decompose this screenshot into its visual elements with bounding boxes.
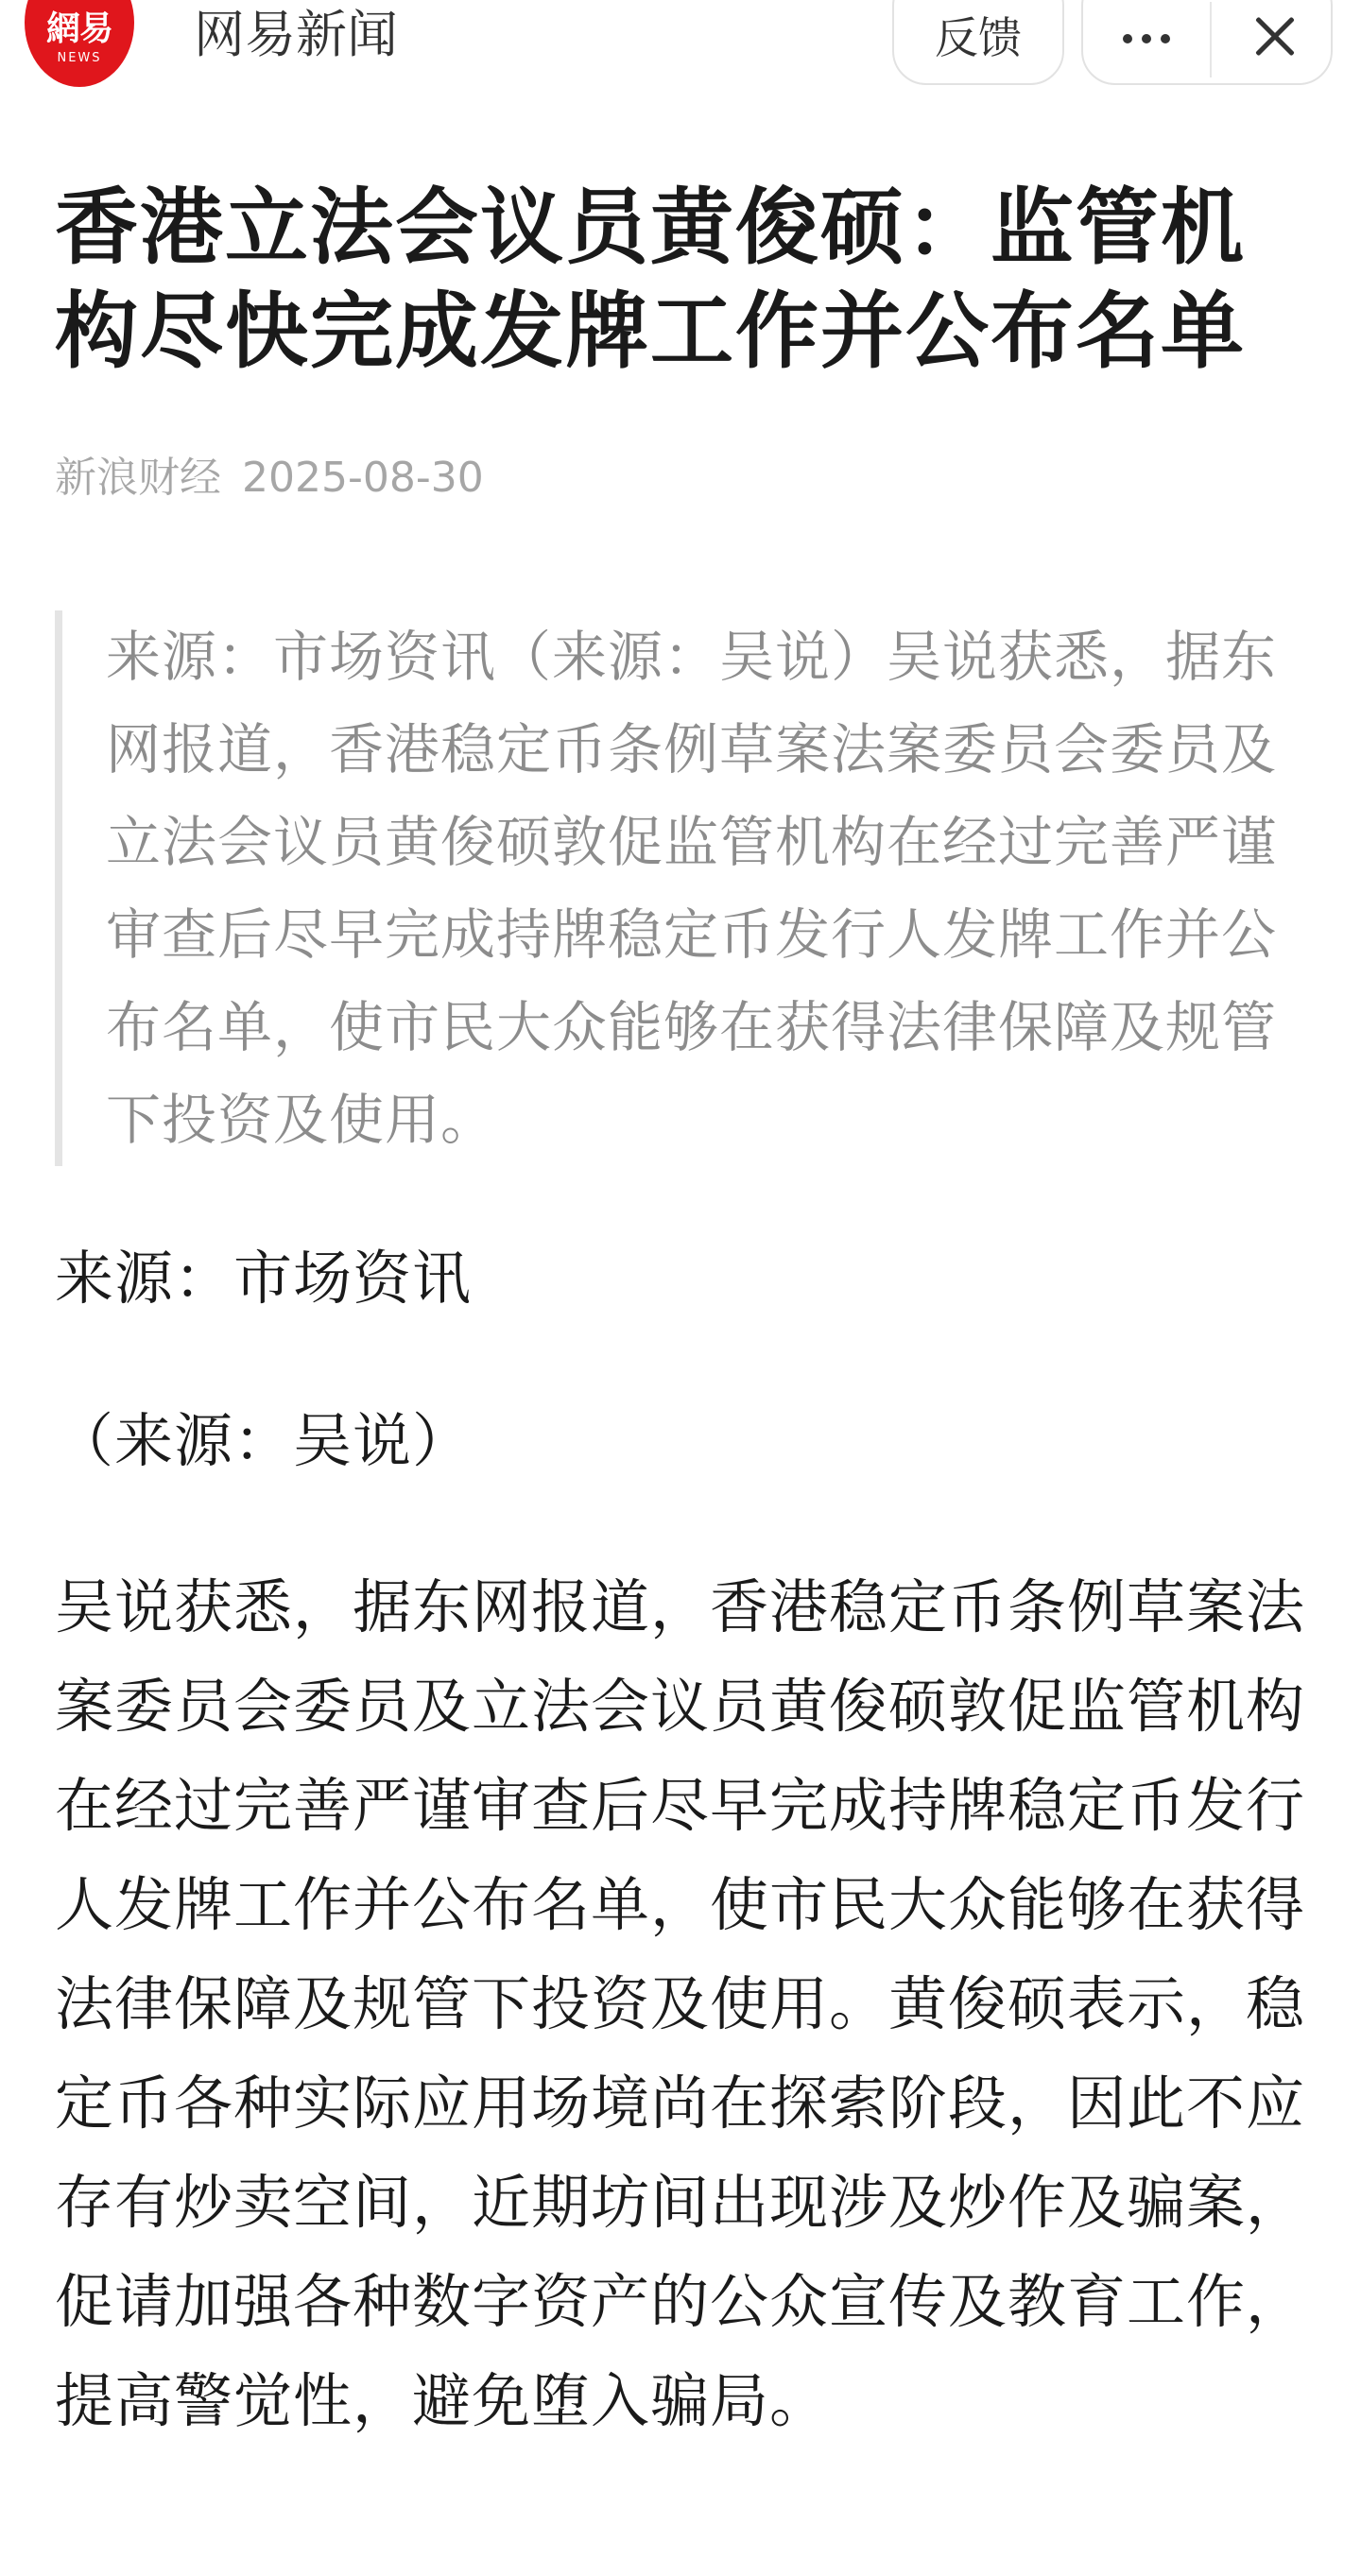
article-source: 新浪财经 [55,454,221,502]
article-paragraph: （来源：吴说） [55,1406,473,1475]
close-icon[interactable] [1212,0,1333,83]
logo-text-cn: 網易 [45,9,112,48]
top-bar [0,0,1361,94]
article-meta [55,452,484,505]
more-icon[interactable] [1083,0,1210,83]
feedback-button[interactable]: 反馈 [892,0,1064,85]
article-title: 香港立法会议员黄俊硕：监管机构尽快完成发牌工作并公布名单 [55,179,1247,380]
netease-news-logo [25,0,134,87]
article-paragraph: 吴说获悉，据东网报道，香港稳定币条例草案法案委员会委员及立法会议员黄俊硕敦促监管机构在经过完善严谨审查后尽早完成持牌稳定币发行人发牌工作并公布名单，使市民大众能够在获得法律保障及规管下投资及使用。黄俊硕表示，稳定币各种实际应用场境尚在探索阶段，因此不应存有炒卖空间，近期坊间出现涉及炒作及骗案，促请加强各种数字资产的公众宣传及教育工作，提高警觉性，避免堕入骗局。 [55,1572,1306,2435]
logo-text-en: NEWS [57,51,102,65]
article-date: 2025-08-30 [242,454,484,502]
article-summary: 来源：市场资讯（来源：吴说）吴说获悉，据东网报道，香港稳定币条例草案法案委员会委员及立法会议员黄俊硕敦促监管机构在经过完善严谨审查后尽早完成持牌稳定币发行人发牌工作并公布名单，使市民大众能够在获得法律保障及规管下投资及使用。 [55,610,1312,1166]
capsule-menu [1081,0,1333,85]
article-paragraph: 来源：市场资讯 [55,1244,473,1313]
app-name: 网易新闻 [194,5,398,64]
